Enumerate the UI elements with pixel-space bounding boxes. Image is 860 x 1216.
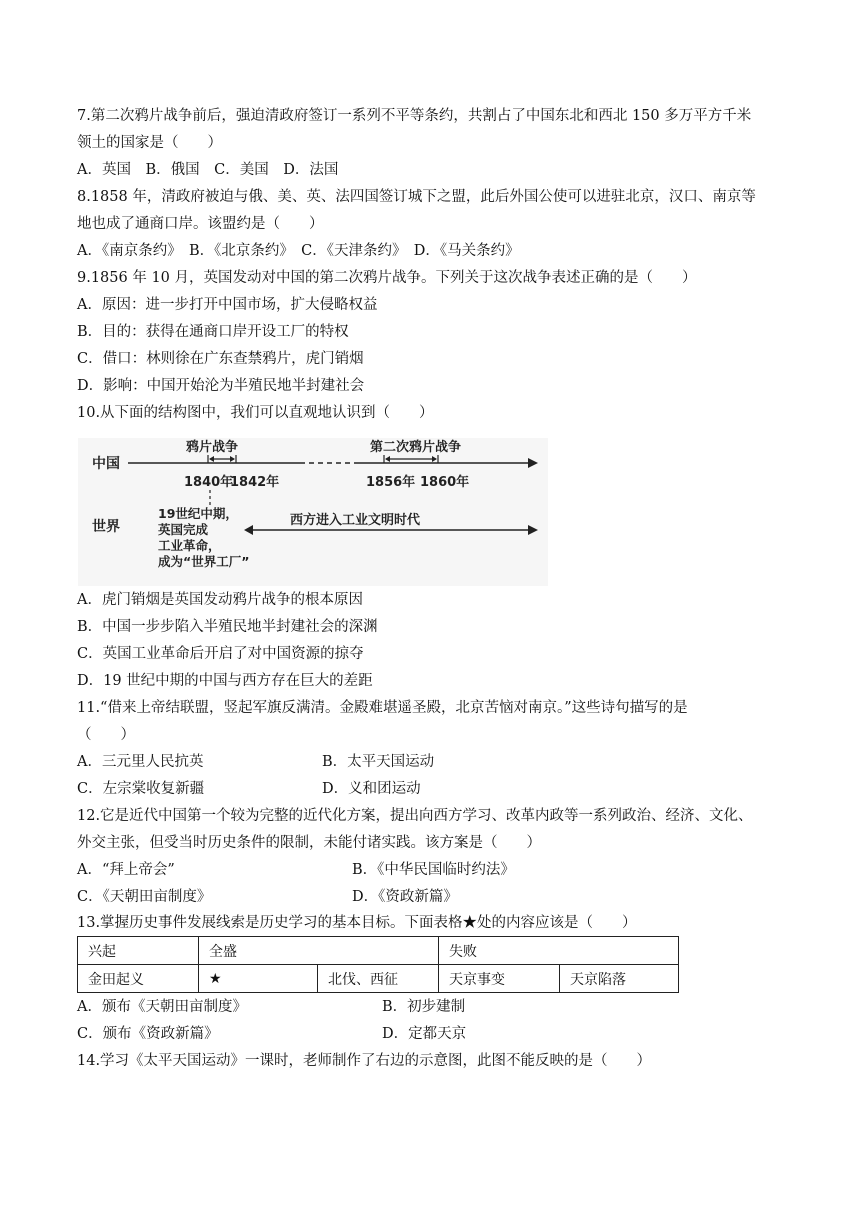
cell-tianjing-incident: 天京事变 [439,965,560,993]
q11-option-a: A．三元里人民抗英 [77,754,204,770]
q12-stem-line1: 12.它是近代中国第一个较为完整的近代化方案，提出向西方学习、改革内政等一系列政治、经济、文化、 [77,808,753,824]
britain-note-line4: 成为“世界工厂” [158,554,250,569]
q11-stem-line2: （ ） [77,727,135,743]
taiping-stages-table [77,936,679,993]
q13-stem: 13.掌握历史事件发展线索是历史学习的基本目标。下面表格★处的内容应该是（ ） [77,915,637,931]
q8-stem-line1: 8.1858 年，清政府被迫与俄、美、英、法四国签订城下之盟，此后外国公使可以进驻北京，汉口、南京等 [77,189,756,205]
table-header-row [78,937,679,965]
header-peak: 全盛 [199,937,439,965]
year-1856: 1856年 [366,475,416,490]
cell-tianjing-fall: 天京陷落 [560,965,679,993]
britain-note-line1: 19世纪中期， [158,506,238,521]
britain-note-line2: 英国完成 [158,522,209,537]
q13-option-d: D．定都天京 [382,1026,467,1042]
timeline-structure-figure [78,438,548,586]
q9-option-c: C．借口：林则徐在广东查禁鸦片，虎门销烟 [77,351,364,367]
china-label: 中国 [92,456,120,472]
q13-option-a: A．颁布《天朝田亩制度》 [77,999,247,1015]
q14-stem: 14.学习《太平天国运动》一课时，老师制作了右边的示意图，此图不能反映的是（ ） [77,1053,652,1069]
q8-options: A．《南京条约》 B．《北京条约》 C．《天津条约》 D．《马关条约》 [77,243,520,259]
q11-option-c: C．左宗棠收复新疆 [77,781,205,797]
q12-option-c: C．《天朝田亩制度》 [77,889,212,905]
year-1860: 1860年 [420,475,470,490]
britain-note-line3: 工业革命， [158,538,221,553]
q12-stem-line2: 外交主张，但受当时历史条件的限制，未能付诸实践。该方案是（ ） [77,835,541,851]
q9-option-b: B．目的：获得在通商口岸开设工厂的特权 [77,324,349,340]
q9-option-d: D．影响：中国开始沦为半殖民地半封建社会 [77,378,365,394]
q7-stem-line2: 领土的国家是（ ） [77,135,222,151]
q12-option-d: D．《资政新篇》 [352,889,458,905]
q12-option-a: A．“拜上帝会” [77,862,175,878]
q11-option-d: D．义和团运动 [322,781,421,797]
q10-option-a: A．虎门销烟是英国发动鸦片战争的根本原因 [77,592,363,608]
world-label: 世界 [92,519,120,535]
q9-stem: 9.1856 年 10 月，英国发动对中国的第二次鸦片战争。下列关于这次战争表述正确的是（ ） [77,270,697,286]
second-opium-war-label: 第二次鸦片战争 [370,440,462,455]
q13-option-b: B．初步建制 [382,999,466,1015]
cell-northern-western-expedition: 北伐、西征 [318,965,439,993]
west-industrial-label: 西方进入工业文明时代 [290,513,421,528]
q11-option-b: B．太平天国运动 [322,754,435,770]
q12-option-b: B．《中华民国临时约法》 [352,862,515,878]
q7-options: A．英国 B．俄国 C．美国 D．法国 [77,162,339,178]
q10-option-d: D．19 世纪中期的中国与西方存在巨大的差距 [77,673,373,689]
cell-star-blank: ★ [199,965,318,993]
header-rise: 兴起 [78,937,199,965]
q11-stem-line1: 11.“借来上帝结联盟，竖起军旗反满清。金殿难堪遥圣殿，北京苦恼对南京。”这些诗句描写的是 [77,700,688,716]
q7-stem-line1: 7.第二次鸦片战争前后，强迫清政府签订一系列不平等条约，共割占了中国东北和西北 150 多万平方千米 [77,108,752,124]
q9-option-a: A．原因：进一步打开中国市场，扩大侵略权益 [77,297,378,313]
q8-stem-line2: 地也成了通商口岸。该盟约是（ ） [77,216,324,232]
table-row [78,965,679,993]
year-1840: 1840年 [184,475,234,490]
year-1842: 1842年 [230,475,280,490]
q10-option-b: B．中国一步步陷入半殖民地半封建社会的深渊 [77,619,378,635]
q10-option-c: C．英国工业革命后开启了对中国资源的掠夺 [77,646,364,662]
q10-stem: 10.从下面的结构图中，我们可以直观地认识到（ ） [77,405,434,421]
q13-option-c: C．颁布《资政新篇》 [77,1026,219,1042]
opium-war-label: 鸦片战争 [186,440,239,455]
header-fall: 失败 [439,937,679,965]
cell-jintian-uprising: 金田起义 [78,965,199,993]
